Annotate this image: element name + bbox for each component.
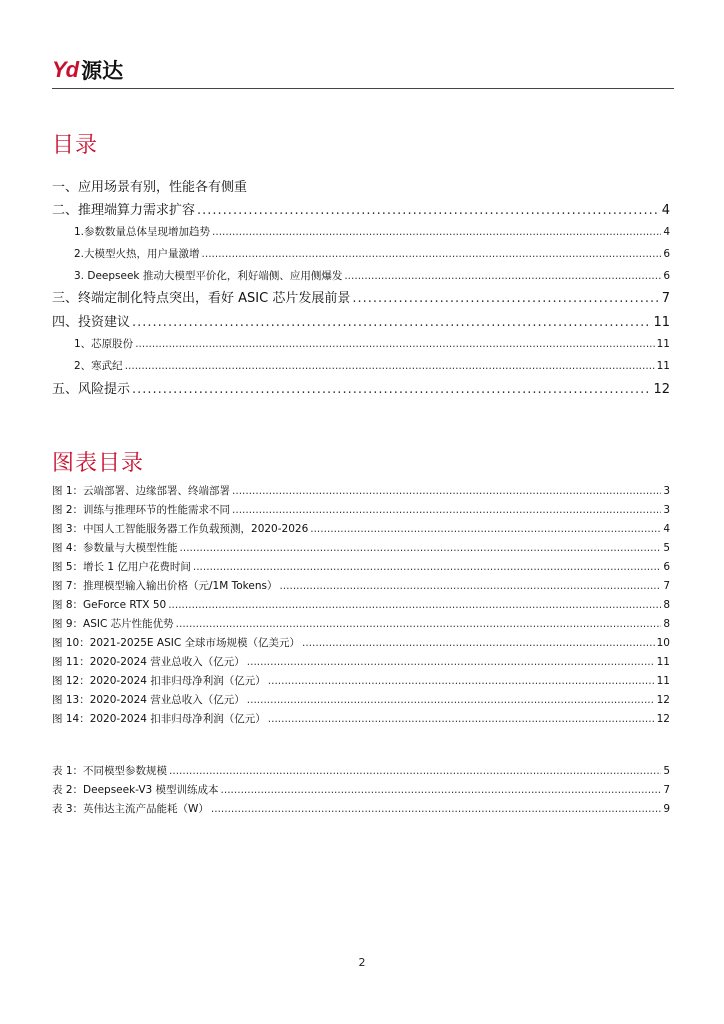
figure-entry-page: 3 (663, 485, 670, 497)
toc-entry[interactable] (52, 378, 670, 397)
leader-dots (168, 599, 661, 611)
figure-entry-label: 图 4：参数量与大模型性能 (52, 542, 178, 554)
figure-entry-page: 5 (663, 542, 670, 554)
logo-text: 源达 (81, 59, 124, 83)
figure-entry-page: 12 (656, 713, 670, 725)
figure-entry-label: 图 9：ASIC 芯片性能优势 (52, 618, 174, 630)
toc-entry-page: 6 (663, 270, 670, 282)
leader-dots (132, 315, 651, 330)
leader-dots (344, 270, 661, 282)
leader-dots (221, 784, 662, 796)
toc-entry-label: 2、寒武纪 (74, 360, 123, 372)
table-entry[interactable] (52, 763, 670, 778)
toc-entry-label: 1、芯原股份 (74, 338, 134, 350)
leader-dots (176, 618, 662, 630)
logo-mark: Yd (52, 57, 79, 82)
toc-entry-label: 1.参数数量总体呈现增加趋势 (74, 226, 211, 238)
leader-dots (268, 675, 655, 687)
toc-entry-page: 7 (661, 291, 670, 306)
figure-entry-label: 图 2：训练与推理环节的性能需求不同 (52, 504, 231, 516)
toc-entry-label: 四、投资建议 (52, 315, 131, 330)
figure-entry-page: 8 (663, 599, 670, 611)
leader-dots (232, 504, 661, 516)
leader-dots (279, 580, 661, 592)
leader-dots (125, 360, 655, 372)
table-entry-page: 9 (663, 803, 670, 815)
figure-entry-page: 11 (656, 656, 670, 668)
figure-entry[interactable] (52, 711, 670, 726)
leader-dots (197, 203, 660, 218)
toc-entry-label: 二、推理端算力需求扩容 (52, 203, 196, 218)
figure-entry-label: 图 14：2020-2024 扣非归母净利润（亿元） (52, 713, 266, 725)
toc-entry[interactable] (52, 358, 670, 373)
toc-entry-label: 2.大模型火热，用户量激增 (74, 248, 200, 260)
toc-entry[interactable] (52, 246, 670, 261)
toc-entry-page: 4 (663, 226, 670, 238)
figure-entry-label: 图 5：增长 1 亿用户花费时间 (52, 561, 191, 573)
figure-entry[interactable] (52, 559, 670, 574)
table-entry[interactable] (52, 782, 670, 797)
table-entry-label: 表 1：不同模型参数规模 (52, 765, 168, 777)
figures-title: 图表目录 (52, 451, 145, 476)
figure-entry-label: 图 11：2020-2024 营业总收入（亿元） (52, 656, 245, 668)
page-number: 2 (358, 956, 366, 969)
toc-entry[interactable] (52, 287, 670, 306)
figure-entry-label: 图 7：推理模型输入输出价格（元/1M Tokens） (52, 580, 278, 592)
toc-entry-page: 12 (653, 382, 670, 397)
leader-dots (302, 637, 655, 649)
toc-entry-page: 11 (656, 338, 670, 350)
figure-entry[interactable] (52, 616, 670, 631)
figure-entry-page: 4 (663, 523, 670, 535)
figure-entry[interactable] (52, 483, 670, 498)
figure-entry-label: 图 10：2021-2025E ASIC 全球市场规模（亿美元） (52, 637, 301, 649)
leader-dots (247, 656, 655, 668)
table-entry-page: 7 (663, 784, 670, 796)
figure-entry-page: 10 (656, 637, 670, 649)
figure-entry-page: 3 (663, 504, 670, 516)
leader-dots (211, 803, 661, 815)
table-entry-label: 表 2：Deepseek-V3 模型训练成本 (52, 784, 219, 796)
company-logo (52, 58, 123, 82)
figure-entry[interactable] (52, 673, 670, 688)
figure-entry-page: 11 (656, 675, 670, 687)
header-divider (52, 88, 674, 89)
toc-title: 目录 (52, 133, 99, 158)
leader-dots (352, 291, 659, 306)
toc-entry-page: 11 (653, 315, 670, 330)
figure-entry[interactable] (52, 692, 670, 707)
figure-entry-page: 8 (663, 618, 670, 630)
leader-dots (193, 561, 661, 573)
toc-entry-label: 一、应用场景有别，性能各有侧重 (52, 180, 248, 195)
leader-dots (132, 382, 651, 397)
table-entry-page: 5 (663, 765, 670, 777)
figure-entry-label: 图 8：GeForce RTX 50 (52, 599, 167, 611)
figure-entry[interactable] (52, 521, 670, 536)
leader-dots (180, 542, 662, 554)
leader-dots (268, 713, 655, 725)
figure-entry-label: 图 12：2020-2024 扣非归母净利润（亿元） (52, 675, 266, 687)
figure-entry[interactable] (52, 635, 670, 650)
toc-entry-label: 3. Deepseek 推动大模型平价化，利好端侧、应用侧爆发 (74, 270, 343, 282)
toc-entry[interactable] (52, 336, 670, 351)
toc-entry-page: 6 (663, 248, 670, 260)
toc-entry[interactable] (52, 199, 670, 218)
leader-dots (212, 226, 661, 238)
toc-entry-page: 11 (656, 360, 670, 372)
figure-entry-label: 图 1：云端部署、边缘部署、终端部署 (52, 485, 231, 497)
figure-entry-page: 6 (663, 561, 670, 573)
toc-entry-label: 五、风险提示 (52, 382, 131, 397)
figure-entry-label: 图 13：2020-2024 营业总收入（亿元） (52, 694, 245, 706)
figure-entry[interactable] (52, 540, 670, 555)
toc-entry[interactable] (52, 224, 670, 239)
figure-entry[interactable] (52, 578, 670, 593)
figure-entry-page: 7 (663, 580, 670, 592)
figure-entry[interactable] (52, 654, 670, 669)
toc-entry[interactable] (52, 268, 670, 283)
figure-entry[interactable] (52, 502, 670, 517)
leader-dots (135, 338, 654, 350)
toc-entry[interactable] (52, 311, 670, 330)
figure-entry[interactable] (52, 597, 670, 612)
figure-entry-page: 12 (656, 694, 670, 706)
leader-dots (169, 765, 661, 777)
figure-entry-label: 图 3：中国人工智能服务器工作负载预测，2020-2026 (52, 523, 309, 535)
toc-entry-page: 4 (661, 203, 670, 218)
toc-entry[interactable] (52, 176, 670, 195)
leader-dots (202, 248, 662, 260)
toc-entry-label: 三、终端定制化特点突出，看好 ASIC 芯片发展前景 (52, 291, 351, 306)
leader-dots (232, 485, 661, 497)
leader-dots (310, 523, 661, 535)
table-entry[interactable] (52, 801, 670, 816)
table-entry-label: 表 3：英伟达主流产品能耗（W） (52, 803, 209, 815)
leader-dots (247, 694, 655, 706)
